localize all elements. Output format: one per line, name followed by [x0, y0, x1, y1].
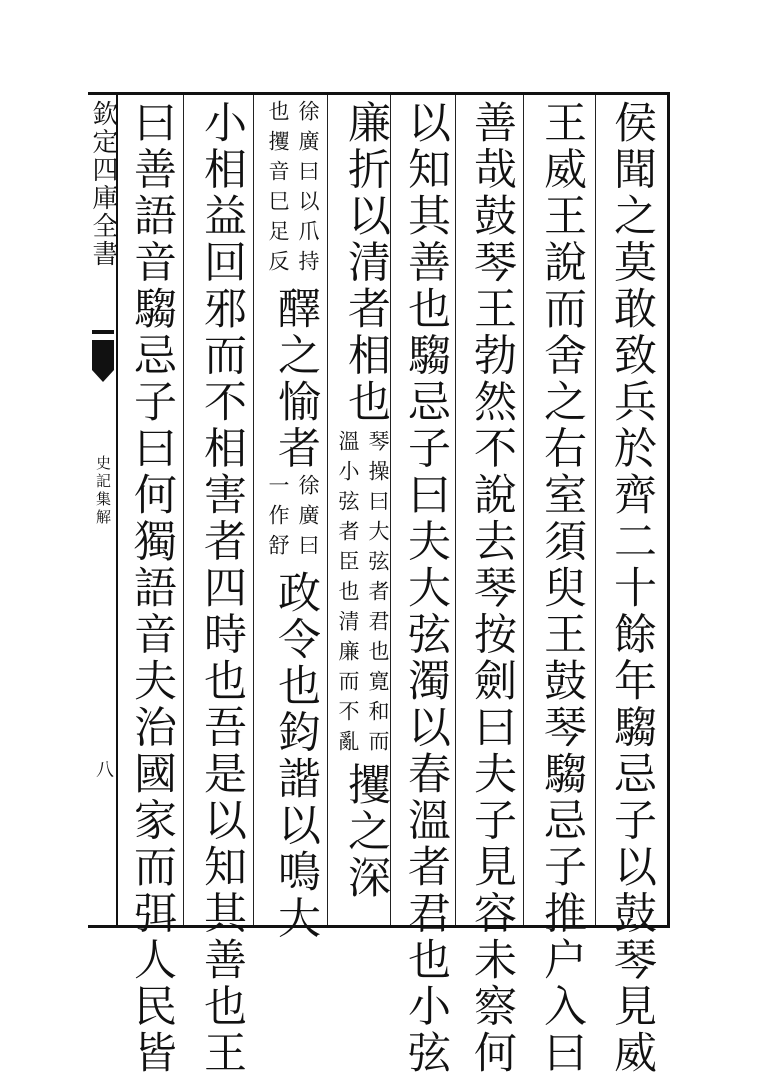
- collection-title: 欽定四庫全書: [88, 100, 118, 268]
- text-column-7: 小相益回邪而不相害者四時也吾是以知其善也王: [197, 100, 247, 1077]
- book-title: 史記集解: [94, 455, 112, 527]
- main-text: 攫之深: [341, 761, 391, 901]
- column-rule: [455, 95, 456, 925]
- annotation-line-left: 也攫音巳足反: [266, 100, 290, 280]
- text-column-2: 王威王說而舍之右室須臾王鼓琴騶忌子推户入曰: [537, 100, 587, 1077]
- annotation-line-right: 徐廣曰以爪持: [296, 100, 320, 280]
- text-column-6: [262, 100, 322, 942]
- annotation: [262, 474, 322, 564]
- annotation-line-left: 一作舒: [266, 474, 290, 564]
- column-rule: [523, 95, 524, 925]
- text-column-4: 以知其善也騶忌子曰夫大弦濁以春溫者君也小弦: [401, 100, 451, 1077]
- annotation-line-right: 徐廣曰: [296, 474, 320, 564]
- annotation: [332, 430, 392, 760]
- annotation-line-left: 溫小弦者臣也清廉而不亂: [336, 429, 360, 760]
- text-column-5: [332, 100, 392, 920]
- column-rule: [183, 95, 184, 925]
- main-text: 廉折以清者相也: [341, 100, 391, 426]
- page-number: 八: [93, 760, 114, 778]
- text-column-1: 侯聞之莫敢致兵於齊二十餘年騶忌子以鼓琴見威: [607, 100, 657, 1077]
- column-rule: [327, 95, 328, 925]
- main-text: 政令也鈞諧以鳴大: [271, 570, 321, 942]
- text-column-3: 善哉鼓琴王勃然不說去琴按劍曰夫子見容未察何: [467, 100, 517, 1077]
- column-rule: [595, 95, 596, 925]
- column-rule: [253, 95, 254, 925]
- text-column-8: 曰善語音騶忌子曰何獨語音夫治國家而弭人民皆: [127, 100, 177, 1077]
- fish-tail-mark: [92, 330, 114, 390]
- main-text: 醳之愉者: [271, 286, 321, 472]
- annotation-line-right: 琴操曰大弦者君也寛和而: [366, 429, 390, 760]
- annotation: [262, 100, 322, 280]
